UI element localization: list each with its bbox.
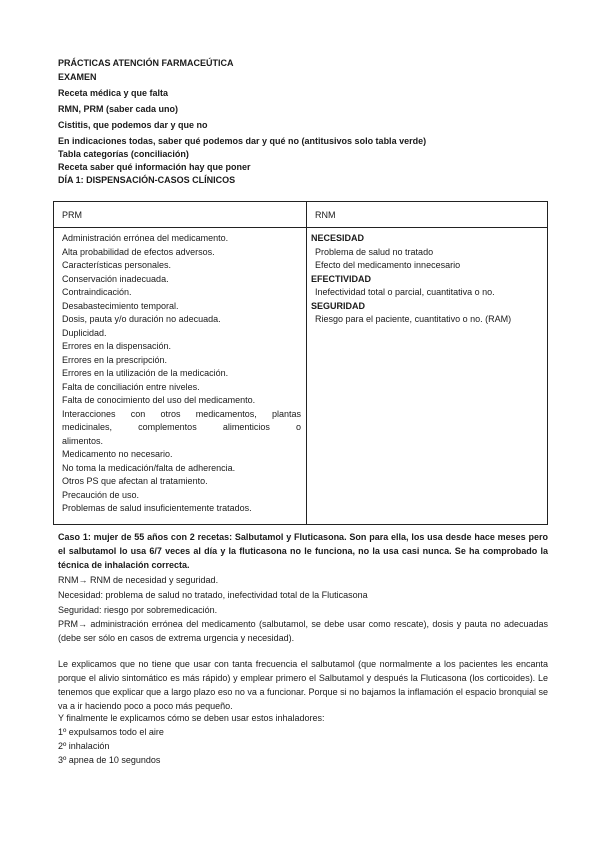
prm-item: Errores en la utilización de la medicación. xyxy=(62,368,229,378)
rnm-category-efectividad: EFECTIVIDAD xyxy=(311,273,372,284)
document-title: PRÁCTICAS ATENCIÓN FARMACEÚTICA xyxy=(58,58,234,68)
prm-item: Conservación inadecuada. xyxy=(62,273,169,284)
prm-list xyxy=(54,228,307,525)
prm-item: Errores en la dispensación. xyxy=(62,341,172,351)
case-explanation: Le explicamos que no tiene que usar con tanta frecuencia el salbutamol (que normalmente a los pacientes les encanta porque el alivio sintomático es más rápido) y emplear primero el Salbutamol y después la Fluticasona (los corticoides). Le tenemos que explicar que a largo plazo eso no va a funcionar. Porque si no bajamos la inflamación el espacio bronquial se va a ir haciendo poco a poco más pequeño. xyxy=(58,659,548,711)
prm-item: No toma la medicación/falta de adherencia. xyxy=(62,462,236,473)
prm-item: Medicamento no necesario. xyxy=(62,449,173,459)
prm-item: Errores en la prescripción. xyxy=(62,354,168,365)
prm-item: Otros PS que afectan al tratamiento. xyxy=(62,476,208,486)
prm-item: Interacciones con otros medicamentos, plantas xyxy=(62,408,301,419)
prm-item: Características personales. xyxy=(62,260,172,270)
rnm-item: Efecto del medicamento innecesario xyxy=(315,260,461,270)
rnm-item: Riesgo para el paciente, cuantitativo o no. (RAM) xyxy=(315,314,512,324)
exam-topic-1: Receta médica y que falta xyxy=(58,88,169,98)
prm-item: Dosis, pauta y/o duración no adecuada. xyxy=(62,314,221,324)
exam-topic-3: Cistitis, que podemos dar y que no xyxy=(58,120,208,130)
rnm-category-seguridad: SEGURIDAD xyxy=(311,300,366,311)
case-prm-line: PRM→ administración errónea del medicamento (salbutamol, se debe usar como rescate), dosis y pauta no adecuadas (debe ser sólo en casos de extrema urgencia y necesidad). xyxy=(58,619,548,643)
exam-topic-5: Tabla categorías (conciliación) xyxy=(58,149,189,159)
case-necesidad-line: Necesidad: problema de salud no tratado, inefectividad total de la Fluticasona xyxy=(58,590,368,600)
rnm-category-necesidad: NECESIDAD xyxy=(311,233,365,243)
case-intro: Caso 1: mujer de 55 años con 2 recetas: Salbutamol y Fluticasona. Son para ella, los usa desde hace meses pero el salbutamol lo usa 6/7 veces al día y la fluticasona no le funciona, no la usa casi nunca. Se ha comprobado la técnica de inhalación correcta. xyxy=(58,532,548,570)
case-rnm-line: RNM→ RNM de necesidad y seguridad. xyxy=(58,575,219,585)
prm-item: Contraindicación. xyxy=(62,287,132,297)
section-heading: DÍA 1: DISPENSACIÓN-CASOS CLÍNICOS xyxy=(58,175,236,185)
prm-rnm-table xyxy=(53,201,548,525)
case-seguridad-line: Seguridad: riesgo por sobremedicación. xyxy=(58,605,218,615)
prm-item: alimentos. xyxy=(62,435,104,446)
prm-item: Desabastecimiento temporal. xyxy=(62,300,179,311)
prm-item: Duplicidad. xyxy=(62,327,107,338)
rnm-item: Inefectividad total o parcial, cuantitativa o no. xyxy=(315,287,495,297)
prm-column-header: PRM xyxy=(54,202,307,228)
prm-item: Problemas de salud insuficientemente tratados. xyxy=(62,503,252,513)
prm-item: Alta probabilidad de efectos adversos. xyxy=(62,246,215,257)
case-finally: Y finalmente le explicamos cómo se deben usar estos inhaladores: xyxy=(58,713,325,723)
exam-topic-2: RMN, PRM (saber cada uno) xyxy=(58,104,179,114)
prm-item: medicinales, complementos alimenticios o xyxy=(62,422,301,432)
inhaler-step-1: 1º expulsamos todo el aire xyxy=(58,727,164,737)
rnm-list xyxy=(307,228,548,525)
inhaler-step-3: 3º apnea de 10 segundos xyxy=(58,755,161,765)
exam-topic-6: Receta saber qué información hay que poner xyxy=(58,162,251,172)
prm-item: Administración errónea del medicamento. xyxy=(62,233,229,243)
rnm-column-header: RNM xyxy=(307,202,548,228)
prm-item: Falta de conocimiento del uso del medicamento. xyxy=(62,395,256,405)
rnm-item: Problema de salud no tratado xyxy=(315,246,434,257)
prm-item: Falta de conciliación entre niveles. xyxy=(62,381,200,392)
prm-item: Precaución de uso. xyxy=(62,489,140,500)
exam-topic-4: En indicaciones todas, saber qué podemos dar y qué no (antitusivos solo tabla verde) xyxy=(58,136,427,146)
inhaler-step-2: 2º inhalación xyxy=(58,741,110,751)
document-subtitle: EXAMEN xyxy=(58,72,97,82)
